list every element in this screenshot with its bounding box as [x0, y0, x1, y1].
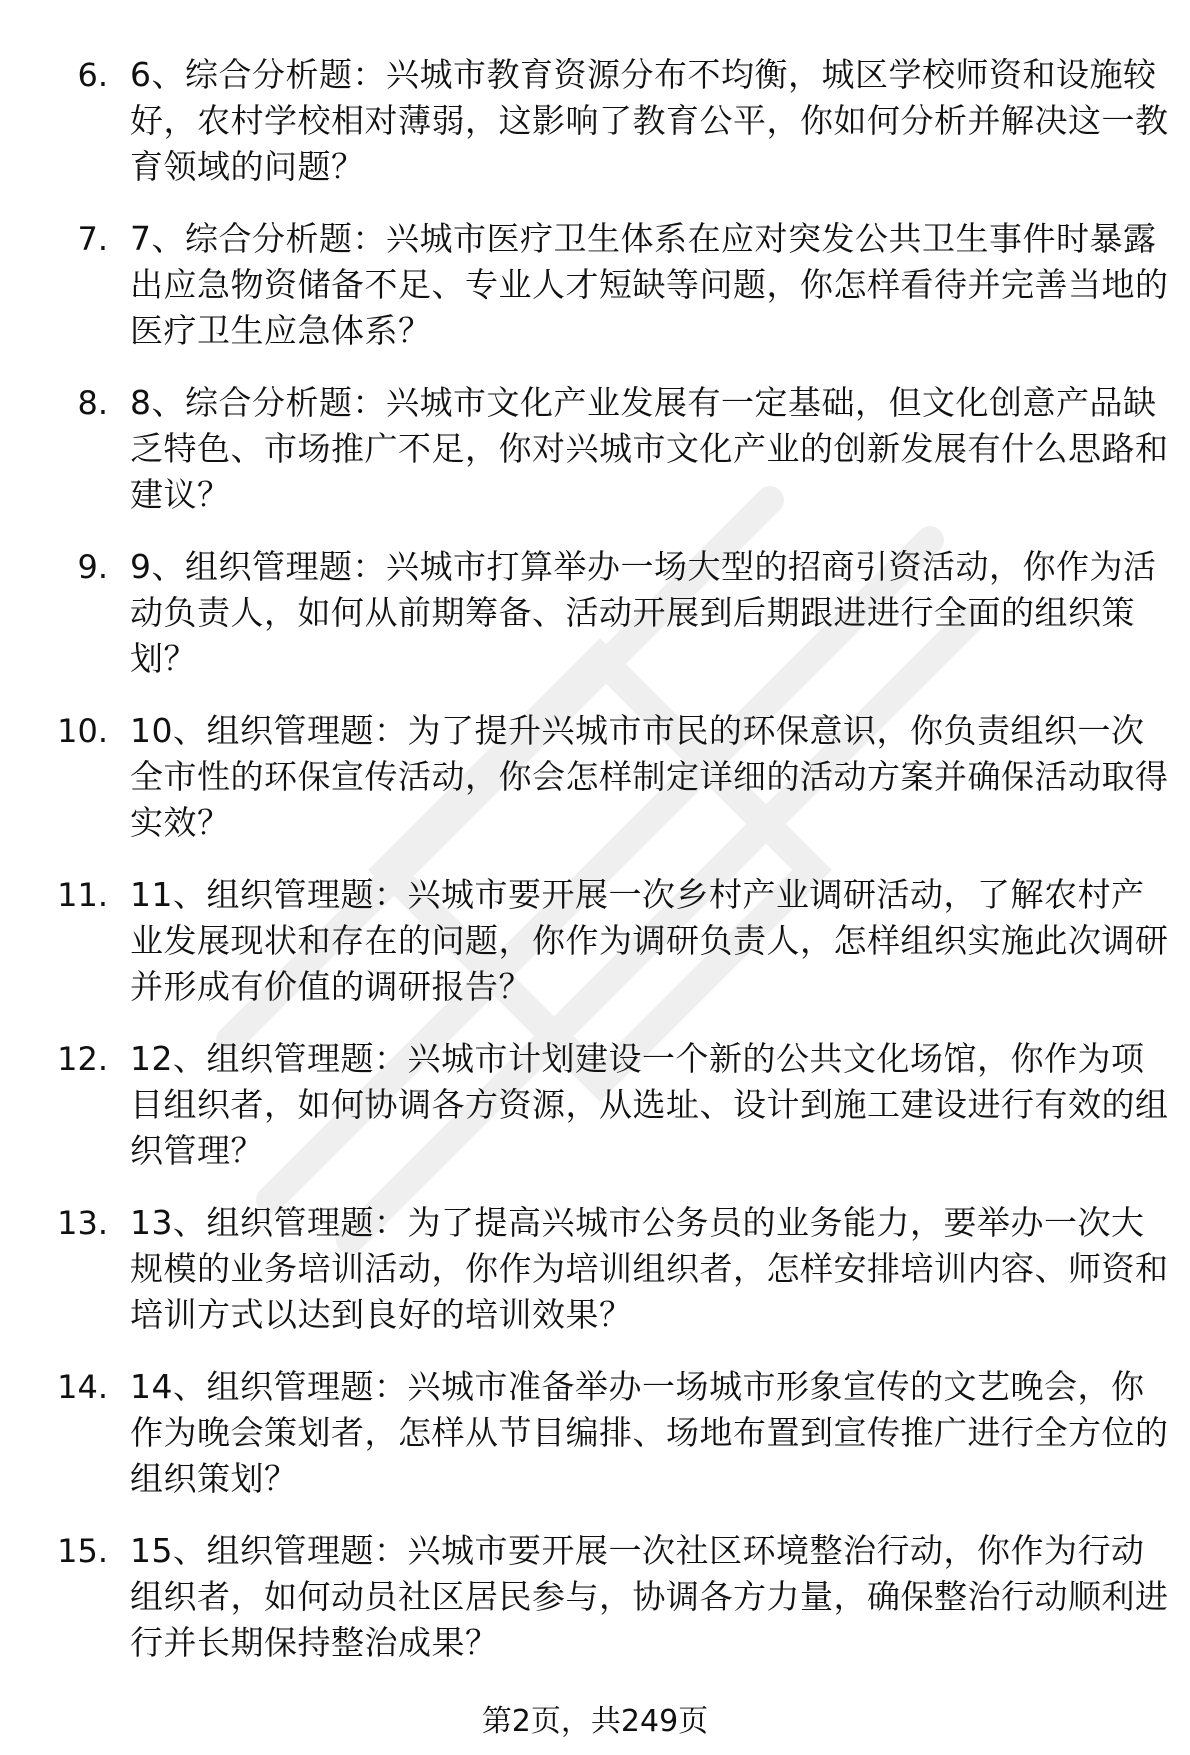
question-number: 8.	[77, 384, 108, 422]
question-number: 14.	[57, 1368, 108, 1406]
question-text: 12、组织管理题：兴城市计划建设一个新的公共文化场馆，你作为项目组织者，如何协调各方资源，从选址、设计到施工建设进行有效的组织管理？	[130, 1039, 1169, 1170]
page-number-footer: 第2页，共249页	[481, 1704, 709, 1739]
list-item	[0, 708, 1190, 872]
list-item	[0, 872, 1190, 1036]
question-number: 12.	[57, 1040, 108, 1078]
question-text: 9、组织管理题：兴城市打算举办一场大型的招商引资活动，你作为活动负责人，如何从前期筹备、活动开展到后期跟进进行全面的组织策划？	[130, 547, 1157, 678]
list-item	[0, 216, 1190, 380]
question-text: 8、综合分析题：兴城市文化产业发展有一定基础，但文化创意产品缺乏特色、市场推广不足，你对兴城市文化产业的创新发展有什么思路和建议？	[130, 383, 1169, 514]
question-text: 11、组织管理题：兴城市要开展一次乡村产业调研活动，了解农村产业发展现状和存在的问题，你作为调研负责人，怎样组织实施此次调研并形成有价值的调研报告？	[130, 875, 1169, 1006]
question-number: 10.	[57, 712, 108, 750]
question-text: 6、综合分析题：兴城市教育资源分布不均衡，城区学校师资和设施较好，农村学校相对薄弱，这影响了教育公平，你如何分析并解决这一教育领域的问题？	[130, 55, 1169, 186]
list-item	[0, 1528, 1190, 1692]
list-item	[0, 1200, 1190, 1364]
question-text: 14、组织管理题：兴城市准备举办一场城市形象宣传的文艺晚会，你作为晚会策划者，怎样从节目编排、场地布置到宣传推广进行全方位的组织策划？	[130, 1367, 1169, 1498]
question-number: 6.	[77, 56, 108, 94]
list-item	[0, 1036, 1190, 1200]
question-number: 15.	[57, 1532, 108, 1570]
question-text: 7、综合分析题：兴城市医疗卫生体系在应对突发公共卫生事件时暴露出应急物资储备不足、专业人才短缺等问题，你怎样看待并完善当地的医疗卫生应急体系？	[130, 219, 1169, 350]
list-item	[0, 380, 1190, 544]
list-item	[0, 52, 1190, 216]
question-text: 15、组织管理题：兴城市要开展一次社区环境整治行动，你作为行动组织者，如何动员社区居民参与，协调各方力量，确保整治行动顺利进行并长期保持整治成果？	[130, 1531, 1169, 1662]
list-item	[0, 1364, 1190, 1528]
question-number: 7.	[77, 220, 108, 258]
question-number: 11.	[57, 876, 108, 914]
question-text: 13、组织管理题：为了提高兴城市公务员的业务能力，要举办一次大规模的业务培训活动，你作为培训组织者，怎样安排培训内容、师资和培训方式以达到良好的培训效果？	[130, 1203, 1169, 1334]
question-text: 10、组织管理题：为了提升兴城市市民的环保意识，你负责组织一次全市性的环保宣传活动，你会怎样制定详细的活动方案并确保活动取得实效？	[130, 711, 1169, 842]
question-number: 13.	[57, 1204, 108, 1242]
list-item	[0, 544, 1190, 708]
question-number: 9.	[77, 548, 108, 586]
question-list	[0, 52, 1190, 1692]
